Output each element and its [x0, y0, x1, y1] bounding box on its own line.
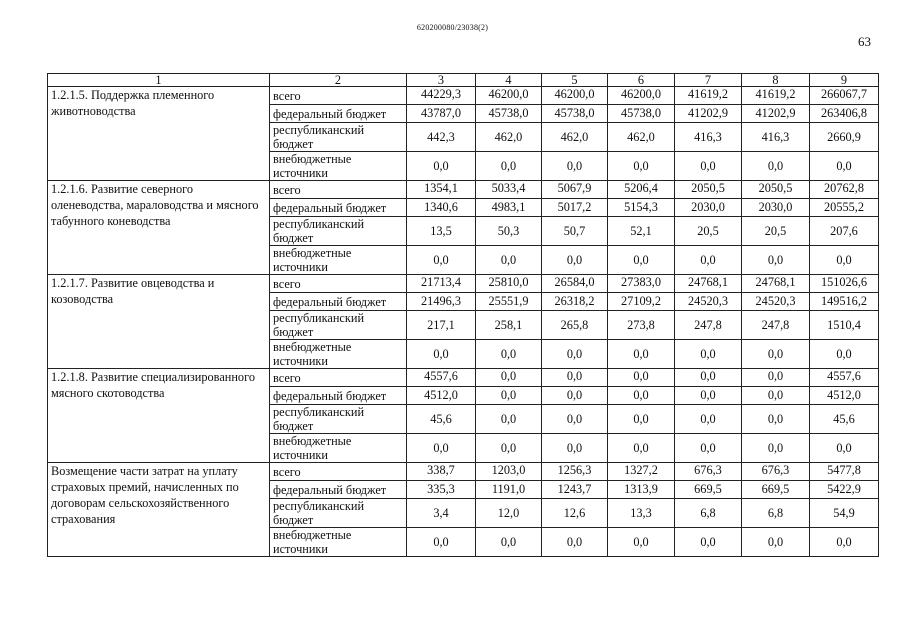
- amount-cell: 5067,9: [542, 181, 608, 199]
- amount-cell: 0,0: [608, 152, 675, 181]
- funding-source: внебюджетные источники: [270, 246, 407, 275]
- amount-cell: 1203,0: [476, 463, 542, 481]
- amount-cell: 6,8: [675, 499, 742, 528]
- amount-cell: 0,0: [810, 434, 879, 463]
- column-number: 4: [476, 74, 542, 87]
- funding-source: федеральный бюджет: [270, 105, 407, 123]
- amount-cell: 12,6: [542, 499, 608, 528]
- amount-cell: 0,0: [675, 405, 742, 434]
- amount-cell: 2030,0: [675, 199, 742, 217]
- measure-title: 1.2.1.7. Развитие овцеводства и козоводства: [48, 275, 270, 369]
- amount-cell: 0,0: [742, 369, 810, 387]
- amount-cell: 1510,4: [810, 311, 879, 340]
- amount-cell: 41619,2: [675, 87, 742, 105]
- funding-source: всего: [270, 369, 407, 387]
- amount-cell: 20555,2: [810, 199, 879, 217]
- funding-source: республиканский бюджет: [270, 405, 407, 434]
- amount-cell: 5033,4: [476, 181, 542, 199]
- amount-cell: 0,0: [742, 340, 810, 369]
- amount-cell: 24768,1: [742, 275, 810, 293]
- amount-cell: 46200,0: [542, 87, 608, 105]
- amount-cell: 1340,6: [407, 199, 476, 217]
- amount-cell: 0,0: [608, 340, 675, 369]
- amount-cell: 0,0: [675, 340, 742, 369]
- amount-cell: 0,0: [675, 246, 742, 275]
- amount-cell: 46200,0: [608, 87, 675, 105]
- amount-cell: 27109,2: [608, 293, 675, 311]
- amount-cell: 1354,1: [407, 181, 476, 199]
- amount-cell: 4512,0: [407, 387, 476, 405]
- funding-source: республиканский бюджет: [270, 217, 407, 246]
- amount-cell: 24520,3: [675, 293, 742, 311]
- amount-cell: 45738,0: [608, 105, 675, 123]
- amount-cell: 52,1: [608, 217, 675, 246]
- amount-cell: 0,0: [542, 387, 608, 405]
- amount-cell: 462,0: [476, 123, 542, 152]
- amount-cell: 338,7: [407, 463, 476, 481]
- amount-cell: 46200,0: [476, 87, 542, 105]
- amount-cell: 0,0: [476, 152, 542, 181]
- amount-cell: 0,0: [542, 246, 608, 275]
- page-number: 63: [858, 34, 871, 49]
- amount-cell: 676,3: [675, 463, 742, 481]
- amount-cell: 45738,0: [476, 105, 542, 123]
- amount-cell: 0,0: [742, 246, 810, 275]
- amount-cell: 24520,3: [742, 293, 810, 311]
- funding-source: республиканский бюджет: [270, 499, 407, 528]
- amount-cell: 26584,0: [542, 275, 608, 293]
- amount-cell: 0,0: [476, 528, 542, 557]
- amount-cell: 41202,9: [675, 105, 742, 123]
- amount-cell: 0,0: [407, 152, 476, 181]
- amount-cell: 41202,9: [742, 105, 810, 123]
- amount-cell: 25551,9: [476, 293, 542, 311]
- amount-cell: 44229,3: [407, 87, 476, 105]
- measure-title: 1.2.1.8. Развитие специализированного мясного скотоводства: [48, 369, 270, 463]
- amount-cell: 43787,0: [407, 105, 476, 123]
- amount-cell: 0,0: [608, 405, 675, 434]
- amount-cell: 2050,5: [742, 181, 810, 199]
- amount-cell: 266067,7: [810, 87, 879, 105]
- amount-cell: 263406,8: [810, 105, 879, 123]
- amount-cell: 0,0: [542, 405, 608, 434]
- table-body: [48, 87, 879, 557]
- funding-source: федеральный бюджет: [270, 199, 407, 217]
- funding-source: внебюджетные источники: [270, 434, 407, 463]
- amount-cell: 207,6: [810, 217, 879, 246]
- amount-cell: 0,0: [476, 246, 542, 275]
- amount-cell: 0,0: [407, 340, 476, 369]
- measure-title: 1.2.1.5. Поддержка племенного животноводства: [48, 87, 270, 181]
- amount-cell: 0,0: [810, 528, 879, 557]
- amount-cell: 2050,5: [675, 181, 742, 199]
- amount-cell: 25810,0: [476, 275, 542, 293]
- amount-cell: 0,0: [476, 340, 542, 369]
- amount-cell: 5422,9: [810, 481, 879, 499]
- amount-cell: 45738,0: [542, 105, 608, 123]
- amount-cell: 0,0: [476, 369, 542, 387]
- amount-cell: 26318,2: [542, 293, 608, 311]
- amount-cell: 0,0: [476, 405, 542, 434]
- amount-cell: 0,0: [742, 528, 810, 557]
- amount-cell: 5477,8: [810, 463, 879, 481]
- table-row: [48, 275, 879, 293]
- amount-cell: 50,7: [542, 217, 608, 246]
- column-number: 2: [270, 74, 407, 87]
- amount-cell: 27383,0: [608, 275, 675, 293]
- amount-cell: 5154,3: [608, 199, 675, 217]
- amount-cell: 335,3: [407, 481, 476, 499]
- amount-cell: 0,0: [675, 528, 742, 557]
- amount-cell: 0,0: [608, 434, 675, 463]
- amount-cell: 0,0: [810, 246, 879, 275]
- amount-cell: 45,6: [407, 405, 476, 434]
- amount-cell: 20,5: [742, 217, 810, 246]
- amount-cell: 13,3: [608, 499, 675, 528]
- amount-cell: 0,0: [742, 434, 810, 463]
- amount-cell: 462,0: [542, 123, 608, 152]
- amount-cell: 669,5: [675, 481, 742, 499]
- measure-title: 1.2.1.6. Развитие северного оленеводства, мараловодства и мясного табунного коневодства: [48, 181, 270, 275]
- funding-source: всего: [270, 87, 407, 105]
- amount-cell: 1191,0: [476, 481, 542, 499]
- amount-cell: 3,4: [407, 499, 476, 528]
- amount-cell: 0,0: [675, 369, 742, 387]
- amount-cell: 258,1: [476, 311, 542, 340]
- amount-cell: 4557,6: [810, 369, 879, 387]
- amount-cell: 1327,2: [608, 463, 675, 481]
- amount-cell: 0,0: [542, 340, 608, 369]
- amount-cell: 20762,8: [810, 181, 879, 199]
- funding-source: республиканский бюджет: [270, 311, 407, 340]
- funding-source: всего: [270, 463, 407, 481]
- amount-cell: 54,9: [810, 499, 879, 528]
- table-row: [48, 369, 879, 387]
- funding-source: республиканский бюджет: [270, 123, 407, 152]
- amount-cell: 0,0: [542, 528, 608, 557]
- amount-cell: 6,8: [742, 499, 810, 528]
- amount-cell: 247,8: [742, 311, 810, 340]
- column-number: 1: [48, 74, 270, 87]
- amount-cell: 247,8: [675, 311, 742, 340]
- amount-cell: 0,0: [608, 369, 675, 387]
- document-code: 620200080/23038(2): [416, 23, 489, 32]
- table-row: [48, 463, 879, 481]
- amount-cell: 12,0: [476, 499, 542, 528]
- amount-cell: 0,0: [810, 340, 879, 369]
- column-number: 6: [608, 74, 675, 87]
- column-number: 7: [675, 74, 742, 87]
- table-row: [48, 87, 879, 105]
- amount-cell: 2030,0: [742, 199, 810, 217]
- amount-cell: 41619,2: [742, 87, 810, 105]
- amount-cell: 0,0: [675, 387, 742, 405]
- amount-cell: 1256,3: [542, 463, 608, 481]
- column-number: 8: [742, 74, 810, 87]
- amount-cell: 5206,4: [608, 181, 675, 199]
- amount-cell: 416,3: [742, 123, 810, 152]
- amount-cell: 273,8: [608, 311, 675, 340]
- amount-cell: 0,0: [608, 528, 675, 557]
- amount-cell: 45,6: [810, 405, 879, 434]
- amount-cell: 0,0: [742, 387, 810, 405]
- amount-cell: 0,0: [742, 152, 810, 181]
- amount-cell: 0,0: [608, 246, 675, 275]
- amount-cell: 442,3: [407, 123, 476, 152]
- amount-cell: 4983,1: [476, 199, 542, 217]
- measure-title: Возмещение части затрат на уплату страховых премий, начисленных по договорам сельскохозяйственного страхования: [48, 463, 270, 557]
- table-row: [48, 181, 879, 199]
- amount-cell: 265,8: [542, 311, 608, 340]
- funding-source: федеральный бюджет: [270, 481, 407, 499]
- funding-source: всего: [270, 181, 407, 199]
- amount-cell: 2660,9: [810, 123, 879, 152]
- amount-cell: 0,0: [810, 152, 879, 181]
- funding-source: внебюджетные источники: [270, 340, 407, 369]
- amount-cell: 1243,7: [542, 481, 608, 499]
- amount-cell: 21496,3: [407, 293, 476, 311]
- amount-cell: 0,0: [675, 434, 742, 463]
- column-number: 9: [810, 74, 879, 87]
- amount-cell: 20,5: [675, 217, 742, 246]
- amount-cell: 416,3: [675, 123, 742, 152]
- funding-source: всего: [270, 275, 407, 293]
- column-number: 3: [407, 74, 476, 87]
- amount-cell: 676,3: [742, 463, 810, 481]
- amount-cell: 0,0: [542, 434, 608, 463]
- budget-table: [47, 73, 879, 557]
- amount-cell: 4512,0: [810, 387, 879, 405]
- amount-cell: 50,3: [476, 217, 542, 246]
- funding-source: внебюджетные источники: [270, 152, 407, 181]
- amount-cell: 1313,9: [608, 481, 675, 499]
- funding-source: федеральный бюджет: [270, 387, 407, 405]
- funding-source: федеральный бюджет: [270, 293, 407, 311]
- amount-cell: 217,1: [407, 311, 476, 340]
- column-number: 5: [542, 74, 608, 87]
- amount-cell: 0,0: [407, 528, 476, 557]
- amount-cell: 669,5: [742, 481, 810, 499]
- column-number-row: [48, 74, 879, 87]
- amount-cell: 0,0: [542, 369, 608, 387]
- funding-source: внебюджетные источники: [270, 528, 407, 557]
- amount-cell: 21713,4: [407, 275, 476, 293]
- amount-cell: 0,0: [742, 405, 810, 434]
- amount-cell: 24768,1: [675, 275, 742, 293]
- amount-cell: 0,0: [608, 387, 675, 405]
- amount-cell: 13,5: [407, 217, 476, 246]
- amount-cell: 151026,6: [810, 275, 879, 293]
- amount-cell: 149516,2: [810, 293, 879, 311]
- amount-cell: 462,0: [608, 123, 675, 152]
- amount-cell: 0,0: [476, 387, 542, 405]
- amount-cell: 0,0: [542, 152, 608, 181]
- amount-cell: 0,0: [407, 246, 476, 275]
- amount-cell: 0,0: [476, 434, 542, 463]
- amount-cell: 4557,6: [407, 369, 476, 387]
- amount-cell: 5017,2: [542, 199, 608, 217]
- amount-cell: 0,0: [675, 152, 742, 181]
- amount-cell: 0,0: [407, 434, 476, 463]
